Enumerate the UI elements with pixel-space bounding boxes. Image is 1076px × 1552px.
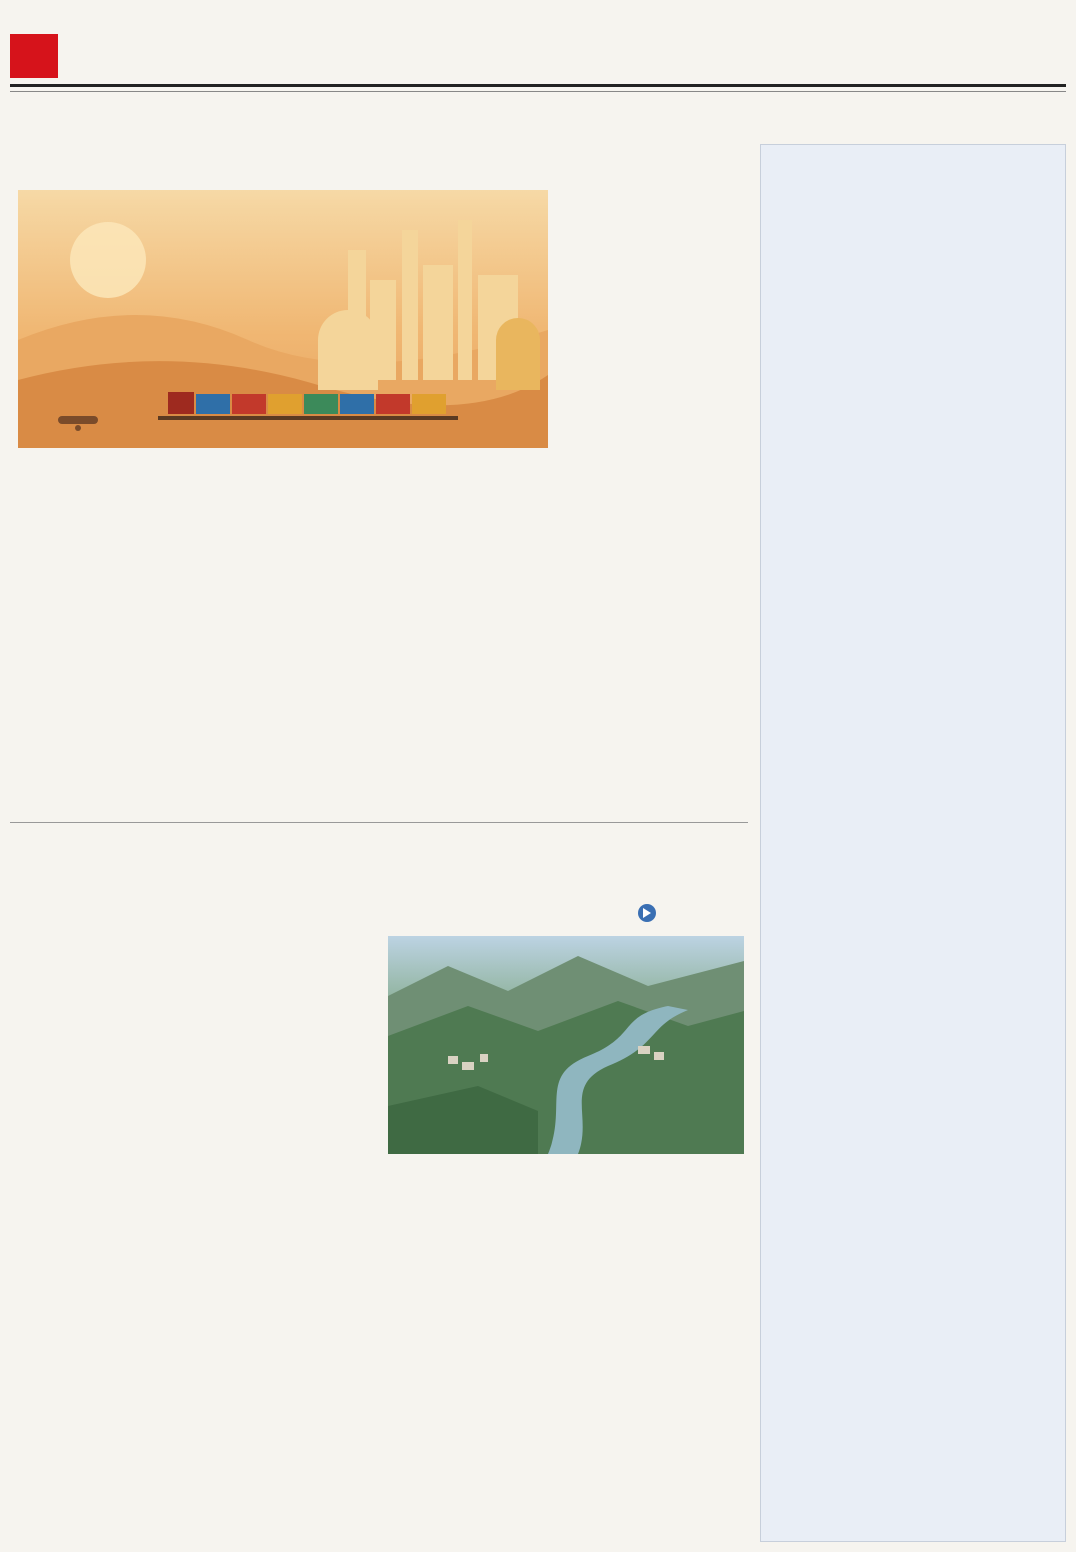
article2-column-4 — [568, 1172, 748, 1540]
article2-photo — [388, 936, 744, 1154]
article-divider — [10, 822, 748, 823]
header-rule-thin — [10, 91, 1066, 92]
article1-column-3 — [374, 478, 550, 812]
article1-illustration — [18, 190, 548, 448]
play-icon — [638, 904, 656, 922]
sidebar-column-top — [790, 190, 986, 310]
article1-column-1 — [10, 494, 186, 812]
article2-column-2 — [198, 900, 378, 1540]
silk-road-illustration — [18, 190, 548, 448]
sidebar-column-main — [790, 312, 1060, 1536]
river-valley-photo — [388, 936, 744, 1154]
page-number — [10, 34, 58, 78]
article2-column-1 — [10, 918, 190, 1540]
article2-column-3 — [386, 1172, 562, 1540]
header-rule — [10, 84, 1066, 87]
analysis-column-tag — [638, 904, 662, 922]
article1-column-2 — [192, 478, 368, 812]
page-header — [10, 8, 1066, 22]
article1-column-4 — [560, 216, 748, 812]
